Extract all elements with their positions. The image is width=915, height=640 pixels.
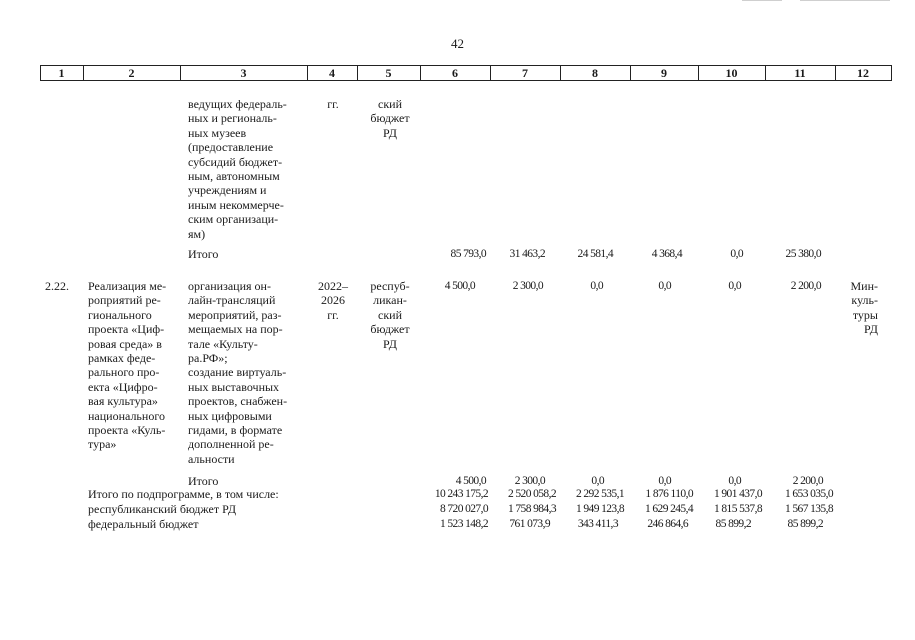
summary-value: 1 758 984,3 <box>507 503 556 515</box>
source-text: респуб- ликан- ский бюджет РД <box>370 279 410 351</box>
column-header: 4 <box>329 66 335 80</box>
total-label: Итого <box>188 474 219 488</box>
total-value: 24 581,4 <box>577 248 613 260</box>
column-header: 11 <box>794 66 806 80</box>
cell-value: 0,0 <box>590 280 603 292</box>
column-header: 2 <box>128 66 135 80</box>
total-value: 4 500,0 <box>455 475 486 487</box>
source-text: ский бюджет РД <box>370 97 410 140</box>
page-number: 42 <box>451 36 464 51</box>
row-number: 2.22. <box>45 279 69 293</box>
cell-value: 2 300,0 <box>512 280 543 292</box>
summary-value: 8 720 027,0 <box>439 503 488 515</box>
total-value: 0,0 <box>728 475 741 487</box>
column-divider <box>891 65 892 81</box>
total-value: 4 368,4 <box>651 248 682 260</box>
column-header: 8 <box>592 66 598 80</box>
cell-value: 0,0 <box>728 280 741 292</box>
cell-value: 4 500,0 <box>444 280 475 292</box>
summary-value: 1 629 245,4 <box>644 503 693 515</box>
scan-mark <box>742 0 782 1</box>
summary-value: 1 949 123,8 <box>575 503 624 515</box>
cell-value: 2 200,0 <box>790 280 821 292</box>
column-header: 7 <box>522 66 528 80</box>
activity-text: организация он- лайн-трансляций мероприятий, раз- мещаемых на пор- тале «Культу- ра.РФ»; создание виртуаль- ных выставочных проектов, снабжен- ных цифровыми гидами, в формате дополненной ре- альности <box>188 279 288 466</box>
summary-value: 1 815 537,8 <box>713 503 762 515</box>
total-value: 31 463,2 <box>509 248 545 260</box>
summary-value: 1 901 437,0 <box>713 488 762 500</box>
cell-value: 0,0 <box>658 280 671 292</box>
summary-value: 246 864,6 <box>647 518 688 530</box>
column-header: 5 <box>385 66 392 80</box>
summary-label: республиканский бюджет РД <box>88 502 237 516</box>
column-header: 9 <box>661 66 667 80</box>
activity-text: ведущих федераль- ных и региональ- ных музеев (предоставление субсидий бюджет- ным, автономным учреждениям и иным некоммерче- ским организаци- ям) <box>188 97 287 241</box>
summary-label: Итого по подпрограмме, в том числе: <box>88 487 279 501</box>
total-value: 85 793,0 <box>450 248 486 260</box>
total-value: 2 300,0 <box>514 475 545 487</box>
summary-value: 1 876 110,0 <box>645 488 693 500</box>
total-value: 0,0 <box>730 248 743 260</box>
summary-value: 761 073,9 <box>509 518 550 530</box>
summary-value: 343 411,3 <box>577 518 618 530</box>
summary-value: 1 523 148,2 <box>439 518 488 530</box>
column-header: 10 <box>725 66 738 80</box>
period-text: 2022– 2026 гг. <box>318 279 348 322</box>
summary-value: 2 520 058,2 <box>507 488 556 500</box>
summary-value: 2 292 535,1 <box>575 488 624 500</box>
summary-value: 10 243 175,2 <box>434 488 488 500</box>
measure-name: Реализация ме- роприятий ре- гионального проекта «Циф- ровая среда» в рамках феде- рального про- екта «Цифро- вая культура» национального проекта «Куль- тура» <box>88 279 167 452</box>
period-text: гг. <box>327 97 339 111</box>
summary-label: федеральный бюджет <box>88 517 199 531</box>
total-value: 0,0 <box>658 475 671 487</box>
column-header: 12 <box>857 66 869 80</box>
executor-text: Мин- куль- туры РД <box>850 279 878 337</box>
scan-mark <box>800 0 890 1</box>
summary-value: 85 899,2 <box>715 518 751 530</box>
total-value: 25 380,0 <box>785 248 821 260</box>
column-header: 3 <box>240 66 247 80</box>
total-value: 0,0 <box>591 475 604 487</box>
summary-value: 85 899,2 <box>787 518 823 530</box>
total-value: 2 200,0 <box>792 475 823 487</box>
column-header: 1 <box>58 66 65 80</box>
summary-value: 1 653 035,0 <box>784 488 833 500</box>
summary-value: 1 567 135,8 <box>784 503 833 515</box>
total-label: Итого <box>188 247 219 261</box>
column-header: 6 <box>452 66 458 80</box>
